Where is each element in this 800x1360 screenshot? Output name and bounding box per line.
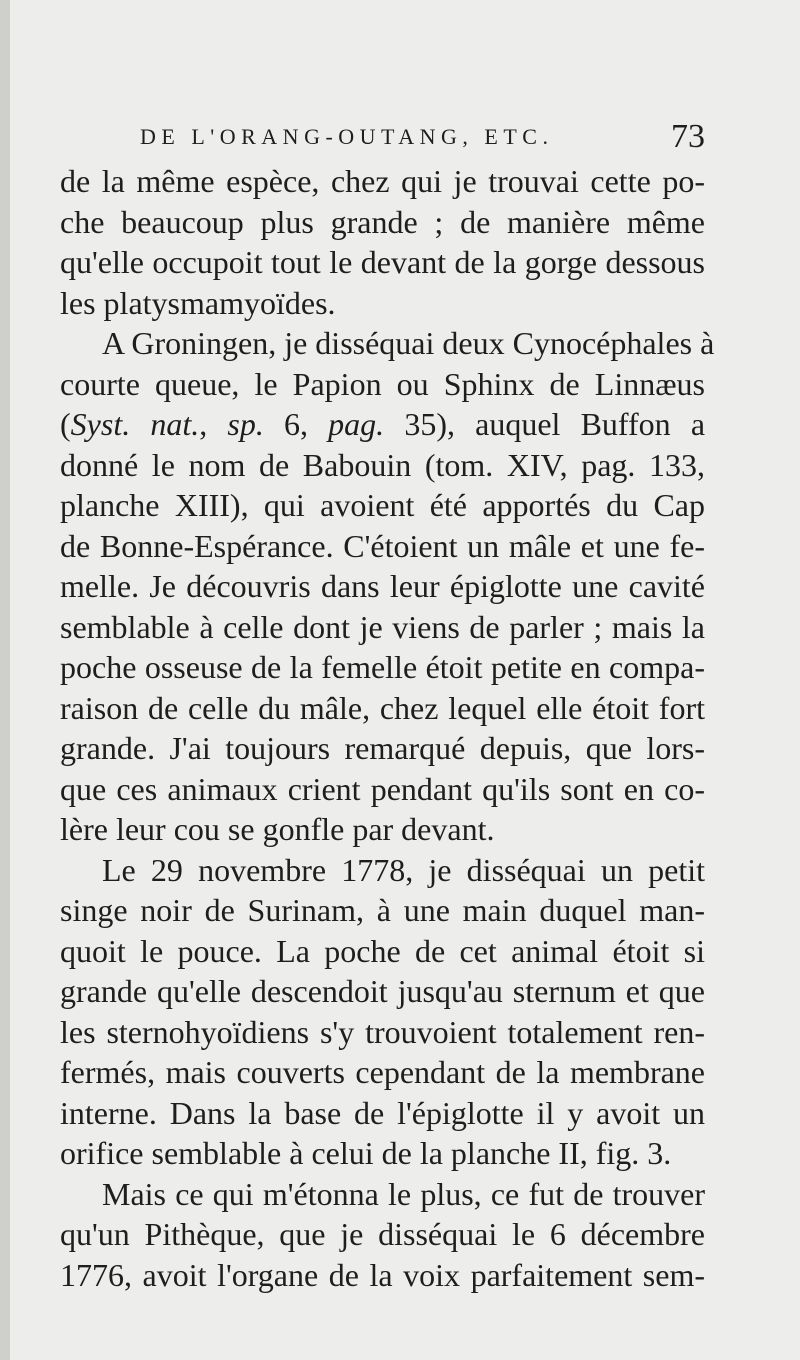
text-line: melle. Je découvris dans leur épiglotte une cavité: [60, 568, 705, 604]
text-line: Le 29 novembre 1778, je disséquai un petit: [102, 851, 705, 888]
text-line: donné le nom de Babouin (tom. XIV, pag. 133,: [60, 446, 705, 483]
page-edge: [0, 0, 10, 1360]
text-line: 1776, avoit l'organe de la voix parfaitement sem-: [60, 1256, 705, 1293]
italic-citation: pag.: [328, 406, 385, 442]
text-line: de la même espèce, chez qui je trouvai cette po-: [60, 163, 705, 199]
text-line: poche osseuse de la femelle étoit petite en compa-: [60, 649, 705, 685]
page-number: 73: [671, 118, 705, 155]
text-line: che beaucoup plus grande ; de manière même: [60, 203, 705, 240]
text-line-with-citation: (Syst. nat., sp. 6, pag. 35), auquel Buffon a: [60, 406, 706, 442]
text-line: orifice semblable à celui de la planche II, fig. 3.: [60, 1135, 672, 1171]
paragraph-4: [60, 1174, 705, 1296]
running-head: DE L'ORANG-OUTANG, ETC.: [140, 124, 554, 149]
text-line: singe noir de Surinam, à une main duquel man-: [60, 892, 705, 928]
text-line: lère leur cou se gonfle par devant.: [60, 811, 495, 847]
text-line: les platysmamyoïdes.: [60, 284, 336, 321]
paragraph-2: [60, 323, 715, 850]
text-line: interne. Dans la base de l'épiglotte il y avoit un: [60, 1094, 705, 1131]
paragraph-3: [60, 850, 705, 1174]
text-line: grande. J'ai toujours remarqué depuis, que lors-: [60, 730, 705, 766]
page-header: [140, 118, 705, 158]
italic-citation: Syst. nat.: [70, 406, 200, 442]
text-line: raison de celle du mâle, chez lequel elle étoit fort: [60, 689, 705, 726]
page-body: [60, 161, 715, 1295]
text-line: Mais ce qui m'étonna le plus, ce fut de trouver: [102, 1175, 705, 1212]
text-line: fermés, mais couverts cependant de la membrane: [60, 1054, 705, 1090]
text-line: qu'elle occupoit tout le devant de la gorge dessous: [60, 244, 705, 280]
text-line: planche XIII), qui avoient été apportés du Cap: [60, 487, 705, 523]
text-line: de Bonne-Espérance. C'étoient un mâle et une fe-: [60, 527, 705, 564]
text-line: les sternohyoïdiens s'y trouvoient totalement ren-: [60, 1013, 705, 1050]
text-line: semblable à celle dont je viens de parler ; mais la: [60, 608, 705, 645]
text-line: courte queue, le Papion ou Sphinx de Linnæus: [60, 365, 705, 402]
text-line: grande qu'elle descendoit jusqu'au sternum et que: [60, 973, 705, 1009]
text-line: que ces animaux crient pendant qu'ils sont en co-: [60, 770, 705, 807]
italic-citation: sp.: [227, 406, 264, 442]
text-line: qu'un Pithèque, que je disséquai le 6 décembre: [60, 1216, 705, 1252]
paragraph-1: [60, 161, 705, 323]
text-line: quoit le pouce. La poche de cet animal étoit si: [60, 932, 705, 969]
text-line: A Groningen, je disséquai deux Cynocéphales à: [102, 325, 715, 361]
